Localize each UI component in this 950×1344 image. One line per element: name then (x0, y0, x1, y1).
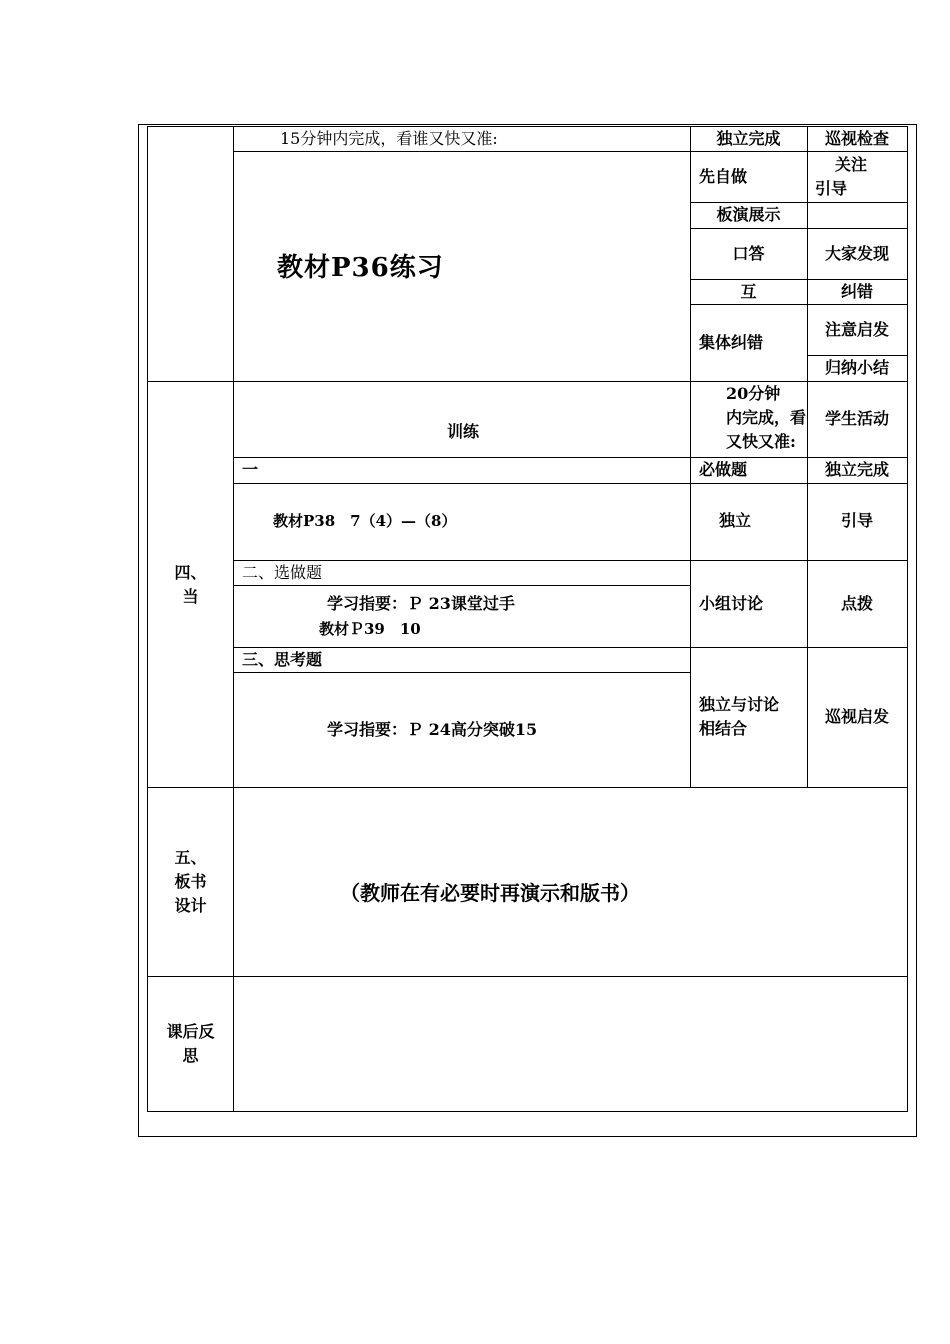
section4-time (698, 382, 806, 454)
part3-teacher: 巡视启发 (824, 707, 889, 726)
divider (690, 304, 908, 305)
teacher-inspire: 注意启发 (824, 320, 889, 339)
teacher-correct: 纠错 (840, 282, 873, 301)
part2-teacher: 点拨 (840, 594, 873, 613)
reflection-content (234, 977, 907, 1111)
part3-mode: 独立与讨论 相结合 (699, 695, 780, 738)
teacher-focus-guide (815, 153, 905, 201)
part1-row-teacher: 引导 (840, 511, 873, 530)
divider (690, 228, 908, 229)
table-bottom-border (147, 1111, 908, 1112)
teacher-discover: 大家发现 (824, 244, 889, 263)
part1-label: 一 (242, 460, 259, 479)
part2-label: 二、选做题 (242, 563, 323, 582)
section-divider (147, 787, 908, 788)
section4-title: 训练 (447, 422, 480, 441)
teacher-focus-text: 关注 (835, 155, 868, 174)
part1-teacher: 独立完成 (824, 460, 889, 479)
section3-main-content: 教材P36练习 (277, 253, 444, 283)
divider (233, 672, 690, 673)
section4-time-text: 20分钟 内完成，看 又快又准: (725, 384, 806, 451)
divider (233, 585, 690, 586)
section5-label: 五、 板书 设计 (174, 848, 207, 915)
section4-student-activity: 学生活动 (824, 409, 889, 428)
mode-oral-answer: 口答 (732, 244, 765, 263)
part2-mode: 小组讨论 (699, 594, 764, 613)
label-column-divider (233, 126, 234, 1112)
part2-line2: 教材Ｐ39 10 (319, 620, 421, 638)
part2-line1: 学习指要：Ｐ 23课堂过手 (327, 594, 515, 613)
table-right-border (907, 126, 908, 1112)
part1-row-mode: 独立 (719, 511, 752, 530)
divider (233, 483, 908, 484)
section3-teacher-header: 巡视检查 (824, 129, 889, 148)
mode-board-demo: 板演展示 (716, 205, 781, 224)
teacher-summarize: 归纳小结 (824, 358, 889, 377)
part1-content: 教材P38 7（4）—（8） (273, 512, 457, 530)
reflection-label: 课后反 思 (166, 1022, 215, 1065)
mode-self-work: 先自做 (699, 167, 748, 186)
part1-mode: 必做题 (699, 460, 748, 479)
divider (233, 151, 690, 152)
divider (690, 151, 908, 152)
section3-mode-header: 独立完成 (716, 129, 781, 148)
part3-content: 学习指要：Ｐ 24高分突破15 (327, 720, 538, 739)
mode-mutual: 互 (740, 282, 757, 301)
part3-label: 三、思考题 (242, 650, 323, 669)
divider (690, 381, 691, 787)
table-left-border (147, 126, 148, 1112)
section4-label: 四、 当 (174, 563, 207, 606)
section5-content: （教师在有必要时再演示和版书） (340, 881, 640, 905)
teacher-focus-line2: 引导 (815, 179, 848, 198)
mode-collective-correct: 集体纠错 (699, 333, 764, 352)
section3-header: 15分钟内完成，看谁又快又准: (280, 129, 498, 148)
